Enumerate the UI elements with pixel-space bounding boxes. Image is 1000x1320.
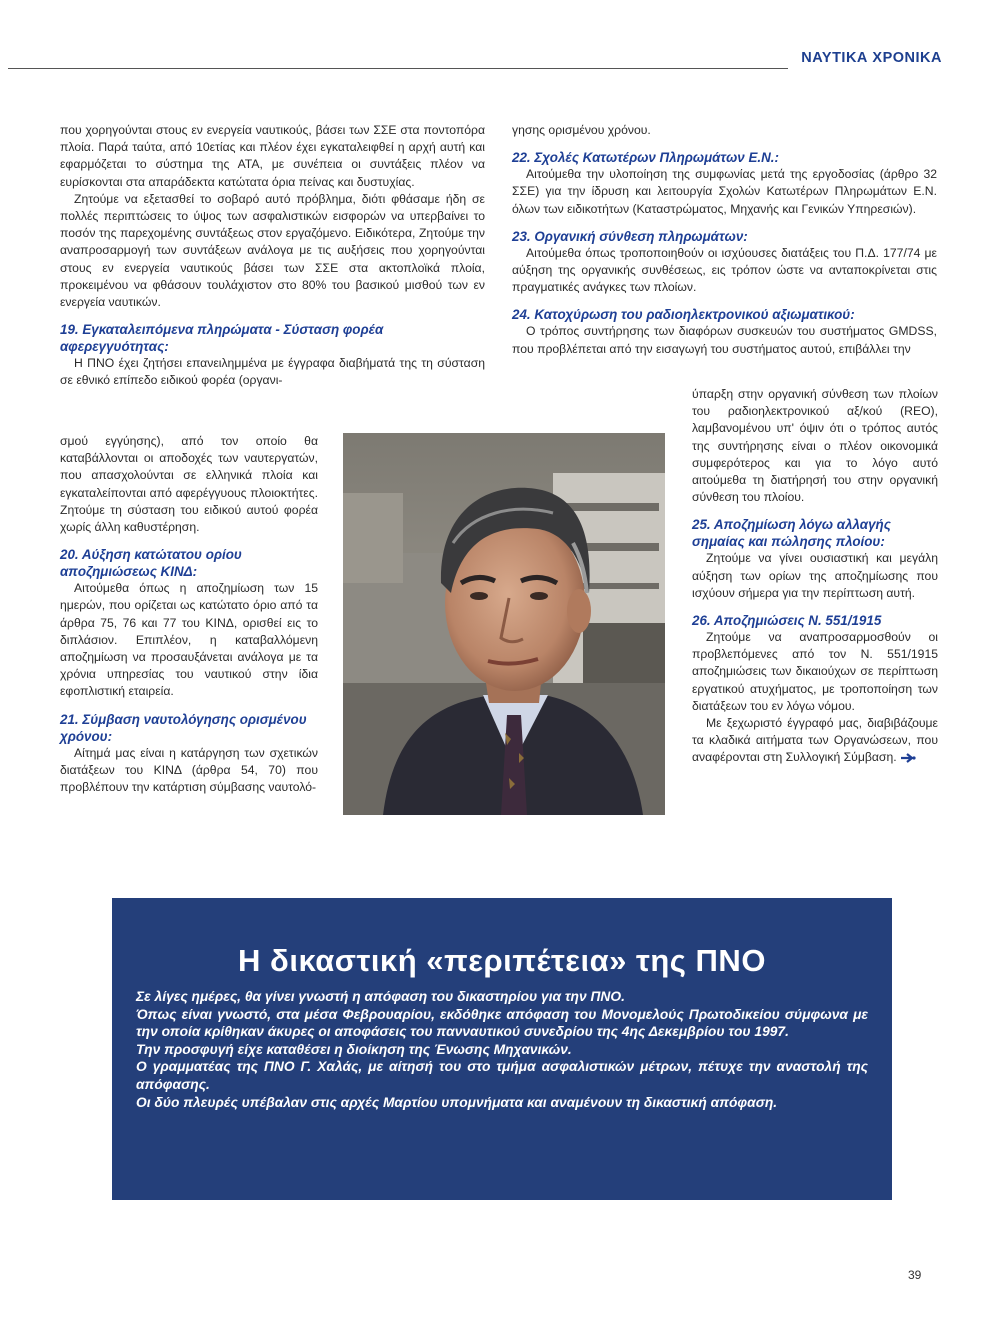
paragraph bbox=[692, 715, 938, 767]
section-heading-26: 26. Αποζημιώσεις Ν. 551/1915 bbox=[692, 613, 882, 629]
sidebar-news-box bbox=[112, 898, 892, 1200]
paragraph: Η ΠΝΟ έχει ζητήσει επανειλημμένα με έγγραφα διαβήματά της τη σύσταση σε εθνικό επίπεδο ειδικού φορέα (οργανι- bbox=[60, 356, 485, 388]
right-column-narrow bbox=[692, 386, 938, 767]
right-column bbox=[512, 122, 937, 358]
magazine-title: ΝΑΥΤΙΚΑ ΧΡΟΝΙΚΑ bbox=[801, 50, 942, 66]
box-body bbox=[136, 988, 868, 1111]
left-column bbox=[60, 122, 485, 390]
box-line: Την προσφυγή είχε καταθέσει η διοίκηση της Ένωσης Μηχανικών. bbox=[136, 1041, 572, 1057]
paragraph: Αιτούμεθα την υλοποίηση της συμφωνίας μετά της εργοδοσίας (άρθρο 32 ΣΣΕ) για την ίδρυση και λειτουργία Σχολών Κατωτέρων Πληρωμάτων Ε.Ν. όλων των ειδικοτήτων (Καταστρώματος, Μηχανής και Γενικών Υπηρεσιών). bbox=[512, 167, 937, 216]
portrait-illustration bbox=[343, 433, 665, 815]
section-heading-21: 21. Σύμβαση ναυτολόγησης ορισμένου χρόνου: bbox=[60, 711, 307, 744]
section-heading-25: 25. Αποζημίωση λόγω αλλαγής σημαίας και πώλησης πλοίου: bbox=[692, 517, 891, 550]
paragraph: ύπαρξη στην οργανική σύνθεση των πλοίων του ραδιοηλεκτρονικού αξ/κού (REO), λαμβανομένου υπ' όψιν ότι ο τρόπος αυτός της συντήρησης είναι ο πλέον οικονομικά συμφερότερος και για το λόγο αυτό αιτούμεθα τη διατήρησή του στην οργανική σύνθεση του πλοίου. bbox=[692, 387, 938, 505]
box-line: Οι δύο πλευρές υπέβαλαν στις αρχές Μαρτίου υπομνήματα και αναμένουν τη δικαστική απόφαση. bbox=[136, 1094, 778, 1110]
box-title: Η δικαστική «περιπέτεια» της ΠΝΟ bbox=[238, 943, 766, 978]
header-rule bbox=[8, 68, 788, 69]
section-heading-19: 19. Εγκαταλειπόμενα πληρώματα - Σύσταση φορέα αφερεγγυότητας: bbox=[60, 322, 384, 355]
paragraph: Αιτούμεθα όπως η αποζημίωση των 15 ημερών, που ορίζεται ως κατώτατο όριο από τα άρθρα 75, 76 και 77 του ΚΙΝΔ, ορισθεί εις το διπλάσιον. Επιπλέον, η καταβαλλόμενη αποζημίωση να προσαυξάνεται ανάλογα με τα χρόνια υπηρεσίας του ναυτικού στην ίδια εφοπλιστική εταιρεία. bbox=[60, 581, 318, 699]
paragraph-text: Με ξεχωριστό έγγραφό μας, διαβιβάζουμε τα κλαδικά αιτήματα των Οργανώσεων, που αναφέρονται στη Συλλογική Σύμβαση. bbox=[692, 716, 938, 765]
paragraph: Ζητούμε να γίνει ουσιαστική και μεγάλη αύξηση των ορίων της αποζημίωσης που ισχύουν σήμερα για την περίπτωση αυτή. bbox=[692, 551, 938, 600]
box-line: Ο γραμματέας της ΠΝΟ Γ. Χαλάς, με αίτησή του στο τμήμα ασφαλιστικών μέτρων, πέτυχε την αναστολή της απόφασης. bbox=[136, 1059, 868, 1092]
end-of-article-arrow-icon bbox=[900, 753, 916, 763]
paragraph: Ο τρόπος συντήρησης των διαφόρων συσκευών του συστήματος GMDSS, που προβλέπεται από την εισαγωγή του συστήματος αυτού, επιβάλλει την bbox=[512, 324, 937, 356]
paragraph: Ζητούμε να εξετασθεί το σοβαρό αυτό πρόβλημα, διότι φθάσαμε ήδη σε πολλές περιπτώσεις το ύψος των ασφαλιστικών εισφορών να υπερβαίνει το ποσόν της παρεχομένης συντάξεως στον εργαζόμενο. Ειδικότερα, Ζητούμε την αναπροσαρμογή των συντάξεων ανάλογα με τις αυξήσεις που χορηγούνται στους εν ενεργεία ναυτικούς βάσει των ΣΣΕ στα ακτοπλοϊκά πλοία, προκειμένου να φθάσουν τουλάχιστον στο 80% του βασικού μισθού των εν ενεργεία ναυτικών. bbox=[60, 191, 485, 310]
section-heading-24: 24. Κατοχύρωση του ραδιοηλεκτρονικού αξιωματικού: bbox=[512, 307, 855, 323]
portrait-photo bbox=[343, 433, 665, 815]
paragraph: σμού εγγύησης), από τον οποίο θα καταβάλλονται οι αποδοχές των ναυτεργατών, που απασχολούνται σε ελληνικά πλοία και εγκαταλείπονται από αφερέγγυους πλοιοκτήτες. Ζητούμε τη σύσταση του ειδικού αυτού φορέα χωρίς άλλη καθυστέρηση. bbox=[60, 434, 318, 535]
paragraph: που χορηγούνται στους εν ενεργεία ναυτικούς, βάσει των ΣΣΕ στα ποντοπόρα πλοία. Παρά ταύτα, από 10ετίας και πλέον έχει εγκαταλειφθεί η αρχή αυτή και εφαρμόζεται το σύστημα της ΑΤΑ, με συνέπεια οι συντάξεις πλέον να ευρίσκονται στα απαράδεκτα κατώτατα όρια πείνας και δυστυχίας. bbox=[60, 123, 485, 189]
page-number: 39 bbox=[908, 1268, 922, 1282]
paragraph: Αιτούμεθα όπως τροποποιηθούν οι ισχύουσες διατάξεις του Π.Δ. 177/74 με αύξηση της οργανικής συνθέσεως, εις τρόπον ώστε να ανταποκρίνεται στις πραγματικές ανάγκες των πλοίων. bbox=[512, 245, 937, 295]
box-line: Όπως είναι γνωστό, στα μέσα Φεβρουαρίου, εκδόθηκε απόφαση του Μονομελούς Πρωτοδικείου σύμφωνα με την οποία κρίθηκαν άκυρες οι αποφάσεις του πανναυτικού συνεδρίου της 4ης Δεκεμβρίου του 1997. bbox=[136, 1006, 868, 1040]
paragraph: Ζητούμε να αναπροσαρμοσθούν οι προβλεπόμενες από τον Ν. 551/1915 αποζημιώσεις των δικαιούχων σε περίπτωση εργατικού ατυχήματος, με τροποποίηση των διατάξεων του εν λόγω νόμου. bbox=[692, 630, 938, 713]
section-heading-22: 22. Σχολές Κατωτέρων Πληρωμάτων Ε.Ν.: bbox=[512, 150, 779, 166]
section-heading-23: 23. Οργανική σύνθεση πληρωμάτων: bbox=[512, 228, 748, 244]
box-line: Σε λίγες ημέρες, θα γίνει γνωστή η απόφαση του δικαστηρίου για την ΠΝΟ. bbox=[136, 989, 625, 1004]
section-heading-20: 20. Αύξηση κατώτατου ορίου αποζημιώσεως ΚΙΝΔ: bbox=[60, 547, 242, 580]
left-column-narrow bbox=[60, 433, 318, 796]
paragraph: Αίτημά μας είναι η κατάργηση των σχετικών διατάξεων του ΚΙΝΔ (άρθρα 54, 70) που προβλέπουν την κατάρτιση σύμβασης ναυτολό- bbox=[60, 745, 318, 795]
paragraph: γησης ορισμένου χρόνου. bbox=[512, 123, 651, 137]
